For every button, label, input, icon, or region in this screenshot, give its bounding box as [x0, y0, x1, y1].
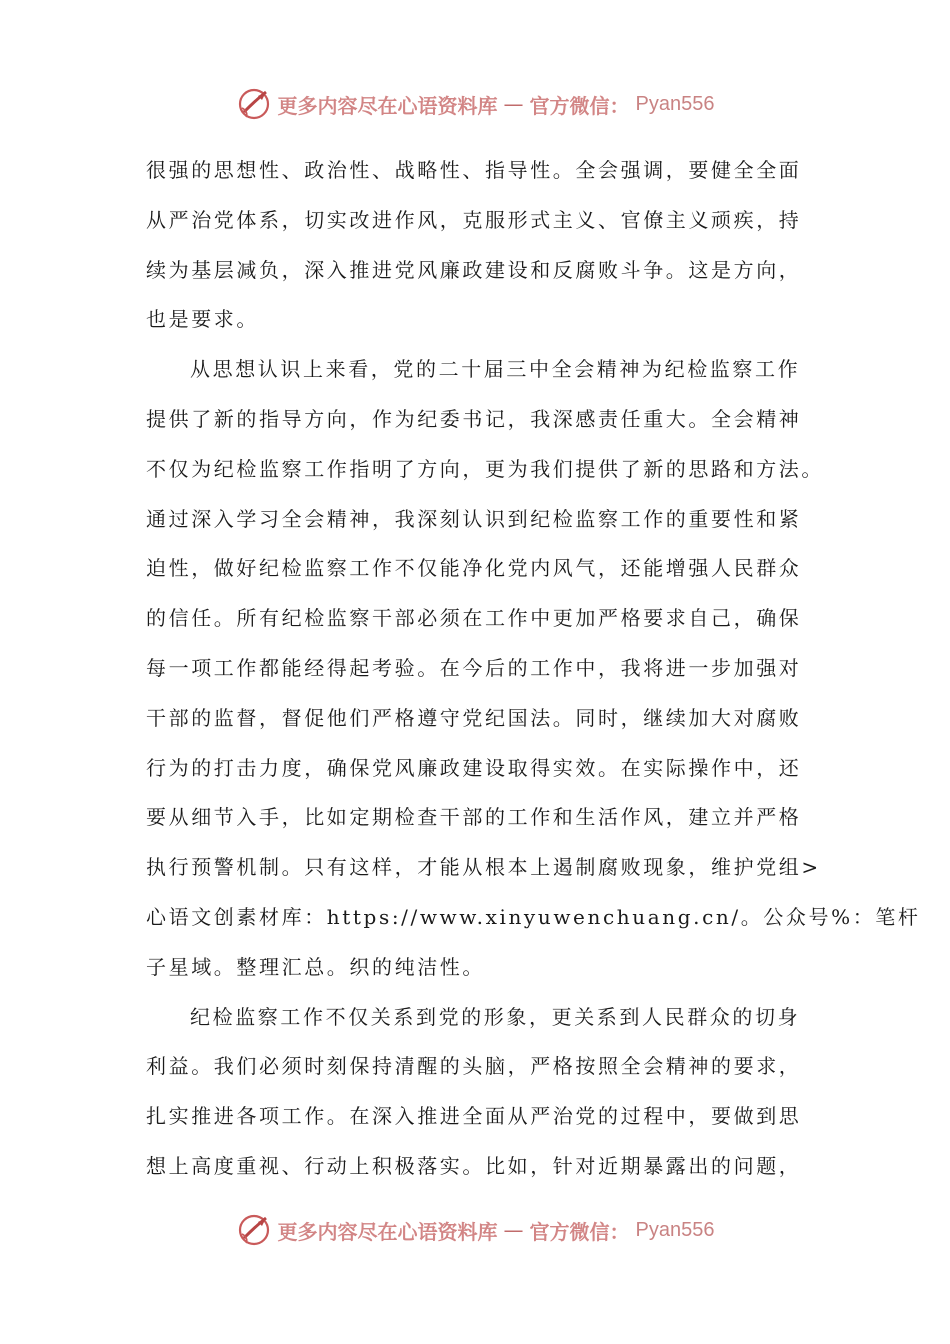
text-line: 从严治党体系，切实改进作风，克服形式主义、官僚主义顽疾，持: [146, 207, 802, 232]
banner-title: 更多内容尽在心语资料库: [277, 93, 498, 118]
text-line: 不仅为纪检监察工作指明了方向，更为我们提供了新的思路和方法。: [146, 456, 824, 481]
paragraph-start-line: 从思想认识上来看，党的二十届三中全会精神为纪检监察工作: [190, 357, 801, 382]
text-line: 通过深入学习全会精神，我深刻认识到纪检监察工作的重要性和紧: [146, 506, 802, 531]
pen-nib-logo-icon: [236, 86, 272, 122]
text-line: 迫性，做好纪检监察工作不仅能净化党内风气，还能增强人民群众: [146, 556, 802, 581]
document-body: [146, 146, 921, 1192]
text-line: 也是要求。: [146, 307, 259, 332]
banner-title: 更多内容尽在心语资料库: [277, 1219, 498, 1244]
text-line: 执行预警机制。只有这样，才能从根本上遏制腐败现象，维护党组>: [146, 855, 821, 880]
text-line: 提供了新的指导方向，作为纪委书记，我深感责任重大。全会精神: [146, 406, 802, 431]
text-line: 的信任。所有纪检监察干部必须在工作中更加严格要求自己，确保: [146, 606, 802, 631]
text-line: 想上高度重视、行动上积极落实。比如，针对近期暴露出的问题，: [146, 1153, 802, 1178]
text-line: 很强的思想性、政治性、战略性、指导性。全会强调，要健全全面: [146, 158, 802, 182]
text-line: 续为基层减负，深入推进党风廉政建设和反腐败斗争。这是方向，: [146, 257, 802, 282]
text-line: 扎实推进各项工作。在深入推进全面从严治党的过程中，要做到思: [146, 1104, 802, 1129]
banner-separator: —: [503, 1218, 524, 1242]
paragraph-start-line: 纪检监察工作不仅关系到党的形象，更关系到人民群众的切身: [190, 1004, 801, 1029]
pen-nib-logo-icon: [236, 1212, 272, 1248]
banner-handle-label: 官方微信：: [529, 1219, 630, 1244]
header-watermark-banner: [0, 84, 950, 124]
banner-handle: Pyan556: [635, 92, 715, 115]
banner-separator: —: [503, 92, 524, 116]
text-line: 子星域。整理汇总。织的纯洁性。: [146, 954, 485, 979]
text-line: 干部的监督，督促他们严格遵守党纪国法。同时，继续加大对腐败: [146, 705, 802, 730]
text-line: 心语文创素材库：https://www.xinyuwenchuang.cn/。公众号%：笔杆: [146, 904, 921, 929]
banner-handle-label: 官方微信：: [529, 93, 630, 118]
text-line: 每一项工作都能经得起考验。在今后的工作中，我将进一步加强对: [146, 655, 802, 680]
text-line: 要从细节入手，比如定期检查干部的工作和生活作风，建立并严格: [146, 805, 802, 830]
banner-handle: Pyan556: [635, 1218, 715, 1241]
text-line: 利益。我们必须时刻保持清醒的头脑，严格按照全会精神的要求，: [146, 1054, 802, 1079]
text-line: 行为的打击力度，确保党风廉政建设取得实效。在实际操作中，还: [146, 755, 802, 780]
footer-watermark-banner: [0, 1210, 950, 1250]
